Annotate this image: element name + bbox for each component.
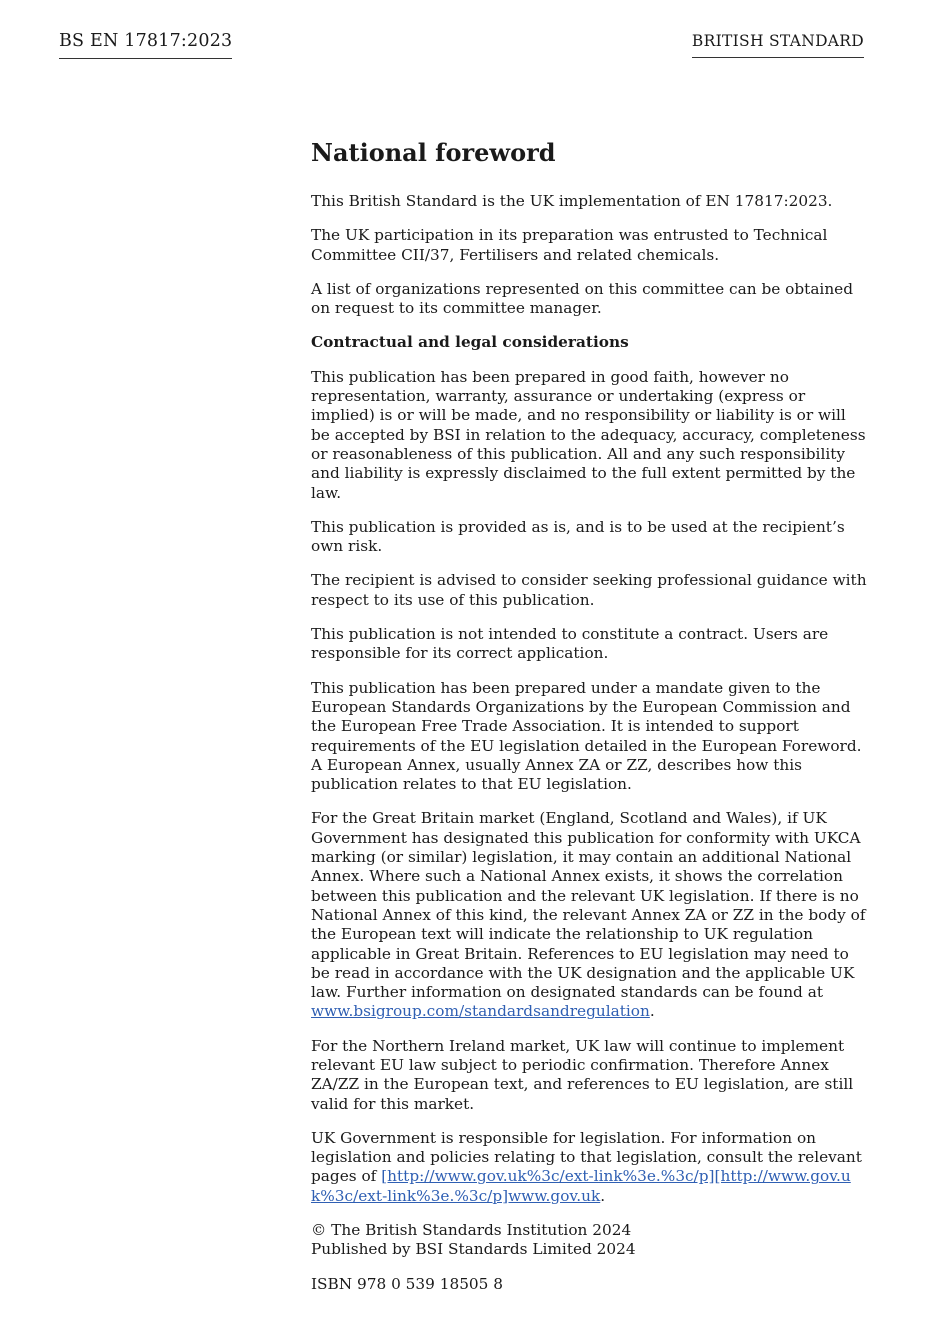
copyright-block [311, 1221, 867, 1260]
paragraph-mandate: This publication has been prepared under a mandate given to the European Standards Organizations by the European Commission and the European Free Trade Association. It is intended to support requirements of the EU legislation detailed in the European Foreword. A European Annex, usually Annex ZA or ZZ, describes how this publication relates to that EU legislation. [311, 678, 862, 794]
paragraph-great-britain-text: For the Great Britain market (England, Scotland and Wales), if UK Government has designated this publication for conformity with UKCA marking (or similar) legislation, it may contain an additional National Annex. Where such a National Annex exists, it shows the correlation between this publication and the relevant UK legislation. If there is no National Annex of this kind, the relevant Annex ZA or ZZ in the body of the European text will indicate the relationship to UK regulation applicable in Great Britain. References to EU legislation may need to be read in accordance with the UK designation and the applicable UK law. Further information on designated standards can be found at [311, 809, 866, 1002]
paragraph-uk-government-text: UK Government is responsible for legislation. For information on legislation and policies relating to that legislation, consult the relevant pages of [311, 1128, 862, 1186]
paragraph-not-contract: This publication is not intended to constitute a contract. Users are responsible for its correct application. [311, 625, 829, 663]
paragraph-implementation: This British Standard is the UK implementation of EN 17817:2023. [311, 192, 833, 210]
paragraph-uk-government [311, 1129, 867, 1206]
paragraph-good-faith: This publication has been prepared in good faith, however no representation, warranty, assurance or undertaking (express or implied) is or will be made, and no responsibility or liability is or will be accepted by BSI in relation to the adequacy, accuracy, completeness or reasonableness of this publication. All and any such responsibility and liability is expressly disclaimed to the full extent permitted by the law. [311, 367, 866, 502]
document-id: BS EN 17817:2023 [59, 30, 232, 59]
foreword-content [311, 138, 867, 1309]
publisher-line: Published by BSI Standards Limited 2024 [311, 1240, 636, 1259]
paragraph-great-britain [311, 809, 867, 1021]
gov-uk-link[interactable]: [http://www.gov.uk%3c/ext-link%3e.%3c/p][http://www.gov.uk%3c/ext-link%3e.%3c/p]www.gov.uk [311, 1167, 851, 1205]
paragraph-northern-ireland: For the Northern Ireland market, UK law will continue to implement relevant EU law subject to periodic confirmation. Therefore Annex ZA/ZZ in the European text, and references to EU legislation, are still valid for this market. [311, 1036, 854, 1113]
page-title: National foreword [311, 138, 556, 167]
copyright-line: © The British Standards Institution 2024 [311, 1221, 632, 1240]
paragraph-own-risk: This publication is provided as is, and is to be used at the recipient’s own risk. [311, 517, 845, 556]
paragraph-committee: The UK participation in its preparation was entrusted to Technical Committee CII/37, Fertilisers and related chemicals. [311, 226, 828, 264]
document-category: BRITISH STANDARD [692, 31, 864, 58]
paragraph-uk-government-end: . [600, 1186, 606, 1205]
paragraph-great-britain-end: . [649, 1002, 655, 1021]
paragraph-guidance: The recipient is advised to consider seeking professional guidance with respect to its use of this publication. [311, 571, 867, 609]
section-heading: Contractual and legal considerations [311, 333, 629, 352]
paragraph-organizations: A list of organizations represented on this committee can be obtained on request to its committee manager. [311, 279, 854, 318]
bsigroup-link[interactable]: www.bsigroup.com/standardsandregulation [311, 1002, 650, 1021]
isbn: ISBN 978 0 539 18505 8 [311, 1274, 503, 1293]
